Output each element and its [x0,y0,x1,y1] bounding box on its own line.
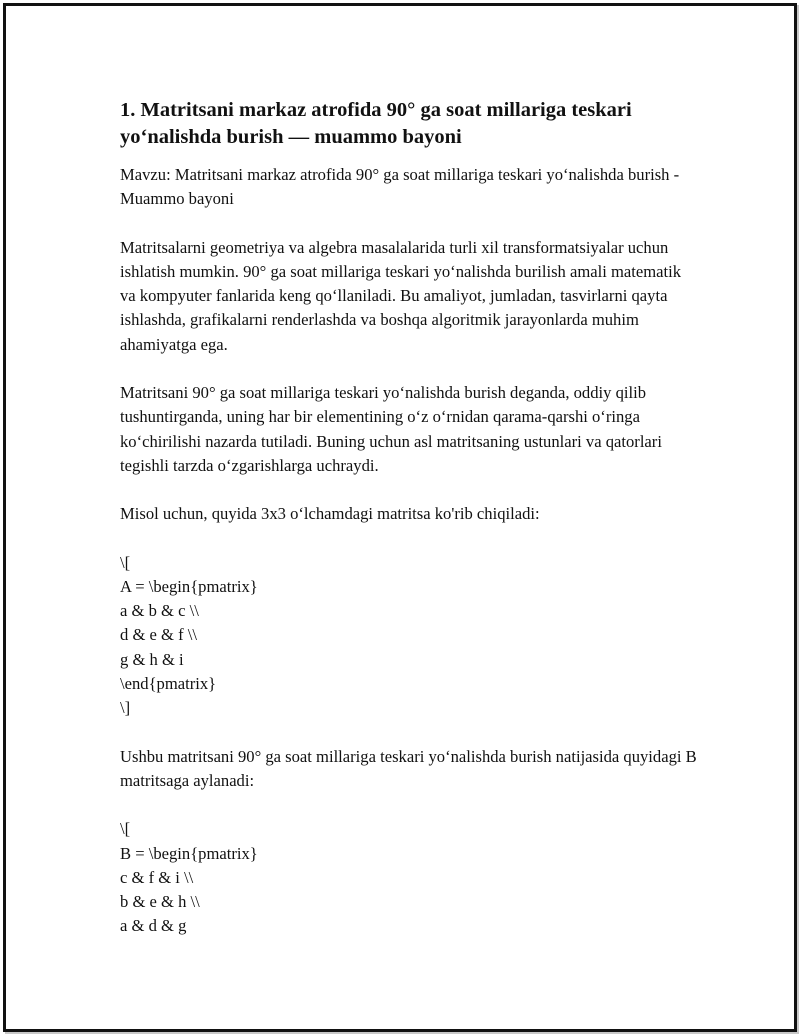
explanation-paragraph: Matritsani 90° ga soat millariga teskari yo‘nalishda burish deganda, oddiy qilib tushuntirganda, uning har bir elementining o‘z o‘rnidan qarama-qarshi o‘ringa ko‘chirilishi nazarda tutiladi. Buning uchun asl matritsaning ustunlari va qatorlari tegishli tarzda o‘zgarishlarga uchraydi. [120,383,662,475]
matrix-b-line: \[ [120,819,131,839]
matrix-a-line: \end{pmatrix} [120,674,217,694]
matrix-b-line: c & f & i \\ [120,867,194,887]
document-heading: 1. Matritsani markaz atrofida 90° ga soat millariga teskari yo‘nalishda burish — muammo bayoni [120,99,632,148]
document-body [120,97,700,963]
intro-paragraph: Matritsalarni geometriya va algebra masalalarida turli xil transformatsiyalar uchun ishlatish mumkin. 90° ga soat millariga teskari yo‘nalishda burilish amali matematik va kompyuter fanlarida keng qo‘llaniladi. Bu amaliyot, jumladan, tasvirlarni qayta ishlashda, grafikalarni renderlashda va boshqa algoritmik jarayonlarda muhim ahamiyatga ega. [120,237,682,354]
matrix-a-line: \] [120,698,131,718]
matrix-a-line: \[ [120,552,131,572]
matrix-a-line: g & h & i [120,649,184,669]
page-frame [3,3,797,1032]
example-intro-paragraph: Misol uchun, quyida 3x3 o‘lchamdagi matritsa ko'rib chiqiladi: [120,504,540,524]
matrix-b-block [120,817,700,938]
matrix-a-line: a & b & c \\ [120,601,199,621]
topic-paragraph: Mavzu: Matritsani markaz atrofida 90° ga soat millariga teskari yo‘nalishda burish - Muammo bayoni [120,165,680,209]
rotation-result-paragraph: Ushbu matritsani 90° ga soat millariga teskari yo‘nalishda burish natijasida quyidagi B matritsaga aylanadi: [120,746,697,790]
matrix-a-line: A = \begin{pmatrix} [120,576,258,596]
matrix-b-line: b & e & h \\ [120,892,200,912]
matrix-a-line: d & e & f \\ [120,625,197,645]
matrix-b-line: a & d & g [120,916,187,936]
matrix-b-line: B = \begin{pmatrix} [120,843,258,863]
matrix-a-block [120,551,700,721]
